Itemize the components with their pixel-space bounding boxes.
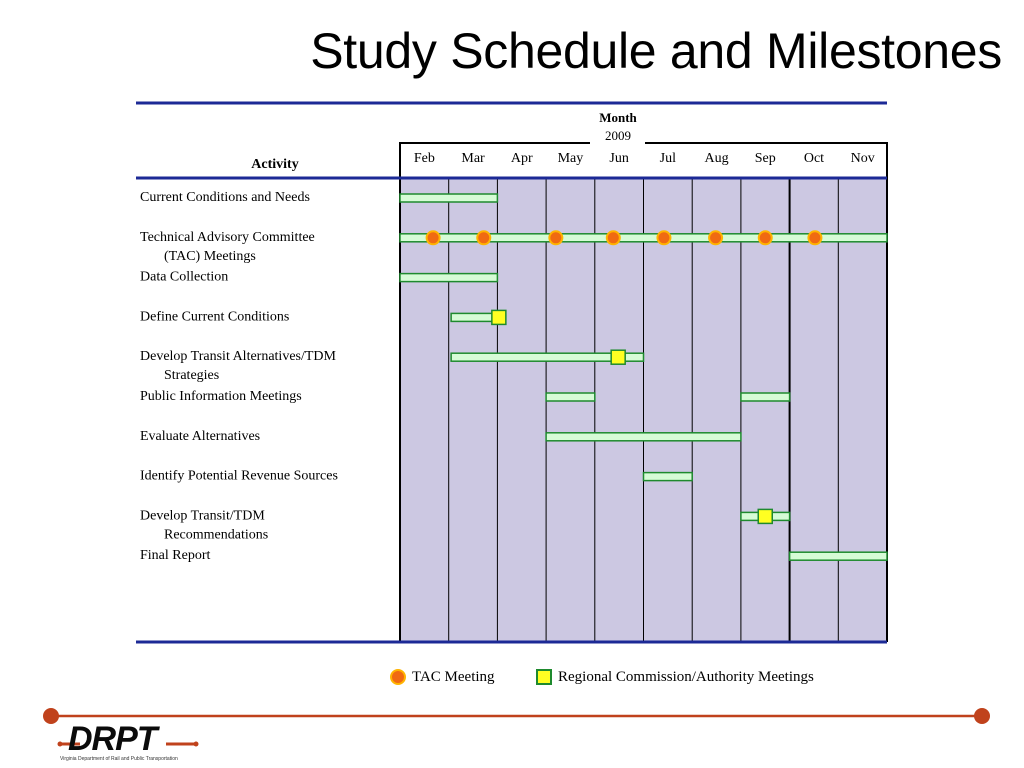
activity-bar-2-0 — [400, 274, 497, 282]
slide-title: Study Schedule and Milestones — [310, 23, 1002, 79]
year-label: 2009 — [605, 128, 631, 143]
tac-meeting-marker-5 — [709, 231, 722, 244]
tac-meeting-marker-icon — [390, 669, 406, 685]
legend-item-regional — [536, 667, 814, 687]
tac-meeting-marker-4 — [657, 231, 670, 244]
tac-meeting-marker-6 — [759, 231, 772, 244]
regional-meeting-marker-3-0 — [492, 310, 506, 324]
activity-label-1-0: Technical Advisory Committee — [140, 229, 315, 245]
activity-label-8-1: Recommendations — [164, 527, 269, 543]
activity-label-4-0: Develop Transit Alternatives/TDM — [140, 349, 336, 365]
month-label-mar: Mar — [461, 151, 485, 166]
activity-label-7-0: Identify Potential Revenue Sources — [140, 468, 338, 484]
activity-label-8-0: Develop Transit/TDM — [140, 508, 265, 524]
legend-label-regional: Regional Commission/Authority Meetings — [558, 668, 814, 685]
tac-meeting-marker-7 — [808, 231, 821, 244]
activity-bar-5-0 — [546, 393, 595, 401]
activity-header-label: Activity — [251, 157, 299, 172]
activity-bar-9-0 — [790, 552, 887, 560]
regional-meeting-marker-icon — [536, 669, 552, 685]
logo-text: DRPT — [68, 720, 157, 758]
month-label-feb: Feb — [413, 151, 435, 166]
activity-label-9-0: Final Report — [140, 548, 211, 564]
tac-meeting-marker-3 — [607, 231, 620, 244]
month-label-jun: Jun — [609, 151, 629, 166]
month-label-sep: Sep — [754, 151, 776, 166]
legend-item-tac — [390, 667, 495, 687]
activity-bar-3-0 — [451, 313, 497, 321]
month-label-jul: Jul — [659, 151, 677, 166]
logo-subtitle: Virginia Department of Rail and Public Transportation — [60, 756, 178, 762]
activity-label-4-1: Strategies — [164, 368, 220, 384]
regional-meeting-marker-4-0 — [611, 350, 625, 364]
activity-label-5-0: Public Information Meetings — [140, 389, 302, 404]
footer-dot-right — [974, 708, 990, 724]
activity-label-2-0: Data Collection — [140, 269, 229, 285]
drpt-logo — [56, 722, 206, 764]
activity-bar-6-0 — [546, 433, 741, 441]
activity-label-6-0: Evaluate Alternatives — [140, 428, 261, 444]
tac-meeting-marker-0 — [427, 231, 440, 244]
legend-label-tac: TAC Meeting — [412, 668, 495, 685]
month-header-label: Month — [599, 110, 637, 125]
activity-bar-5-1 — [741, 393, 790, 401]
activity-label-1-1: (TAC) Meetings — [164, 248, 256, 264]
activity-label-0-0: Current Conditions and Needs — [140, 190, 310, 205]
activity-label-3-0: Define Current Conditions — [140, 309, 290, 325]
tac-meeting-marker-2 — [549, 231, 562, 244]
month-label-nov: Nov — [850, 151, 875, 166]
tac-meeting-marker-1 — [477, 231, 490, 244]
month-label-oct: Oct — [803, 151, 825, 166]
month-label-may: May — [557, 151, 584, 166]
month-label-aug: Aug — [704, 151, 729, 166]
regional-meeting-marker-8-0 — [758, 509, 772, 523]
month-label-apr: Apr — [510, 151, 533, 166]
activity-bar-0-0 — [400, 194, 497, 202]
activity-bar-7-0 — [644, 473, 693, 481]
